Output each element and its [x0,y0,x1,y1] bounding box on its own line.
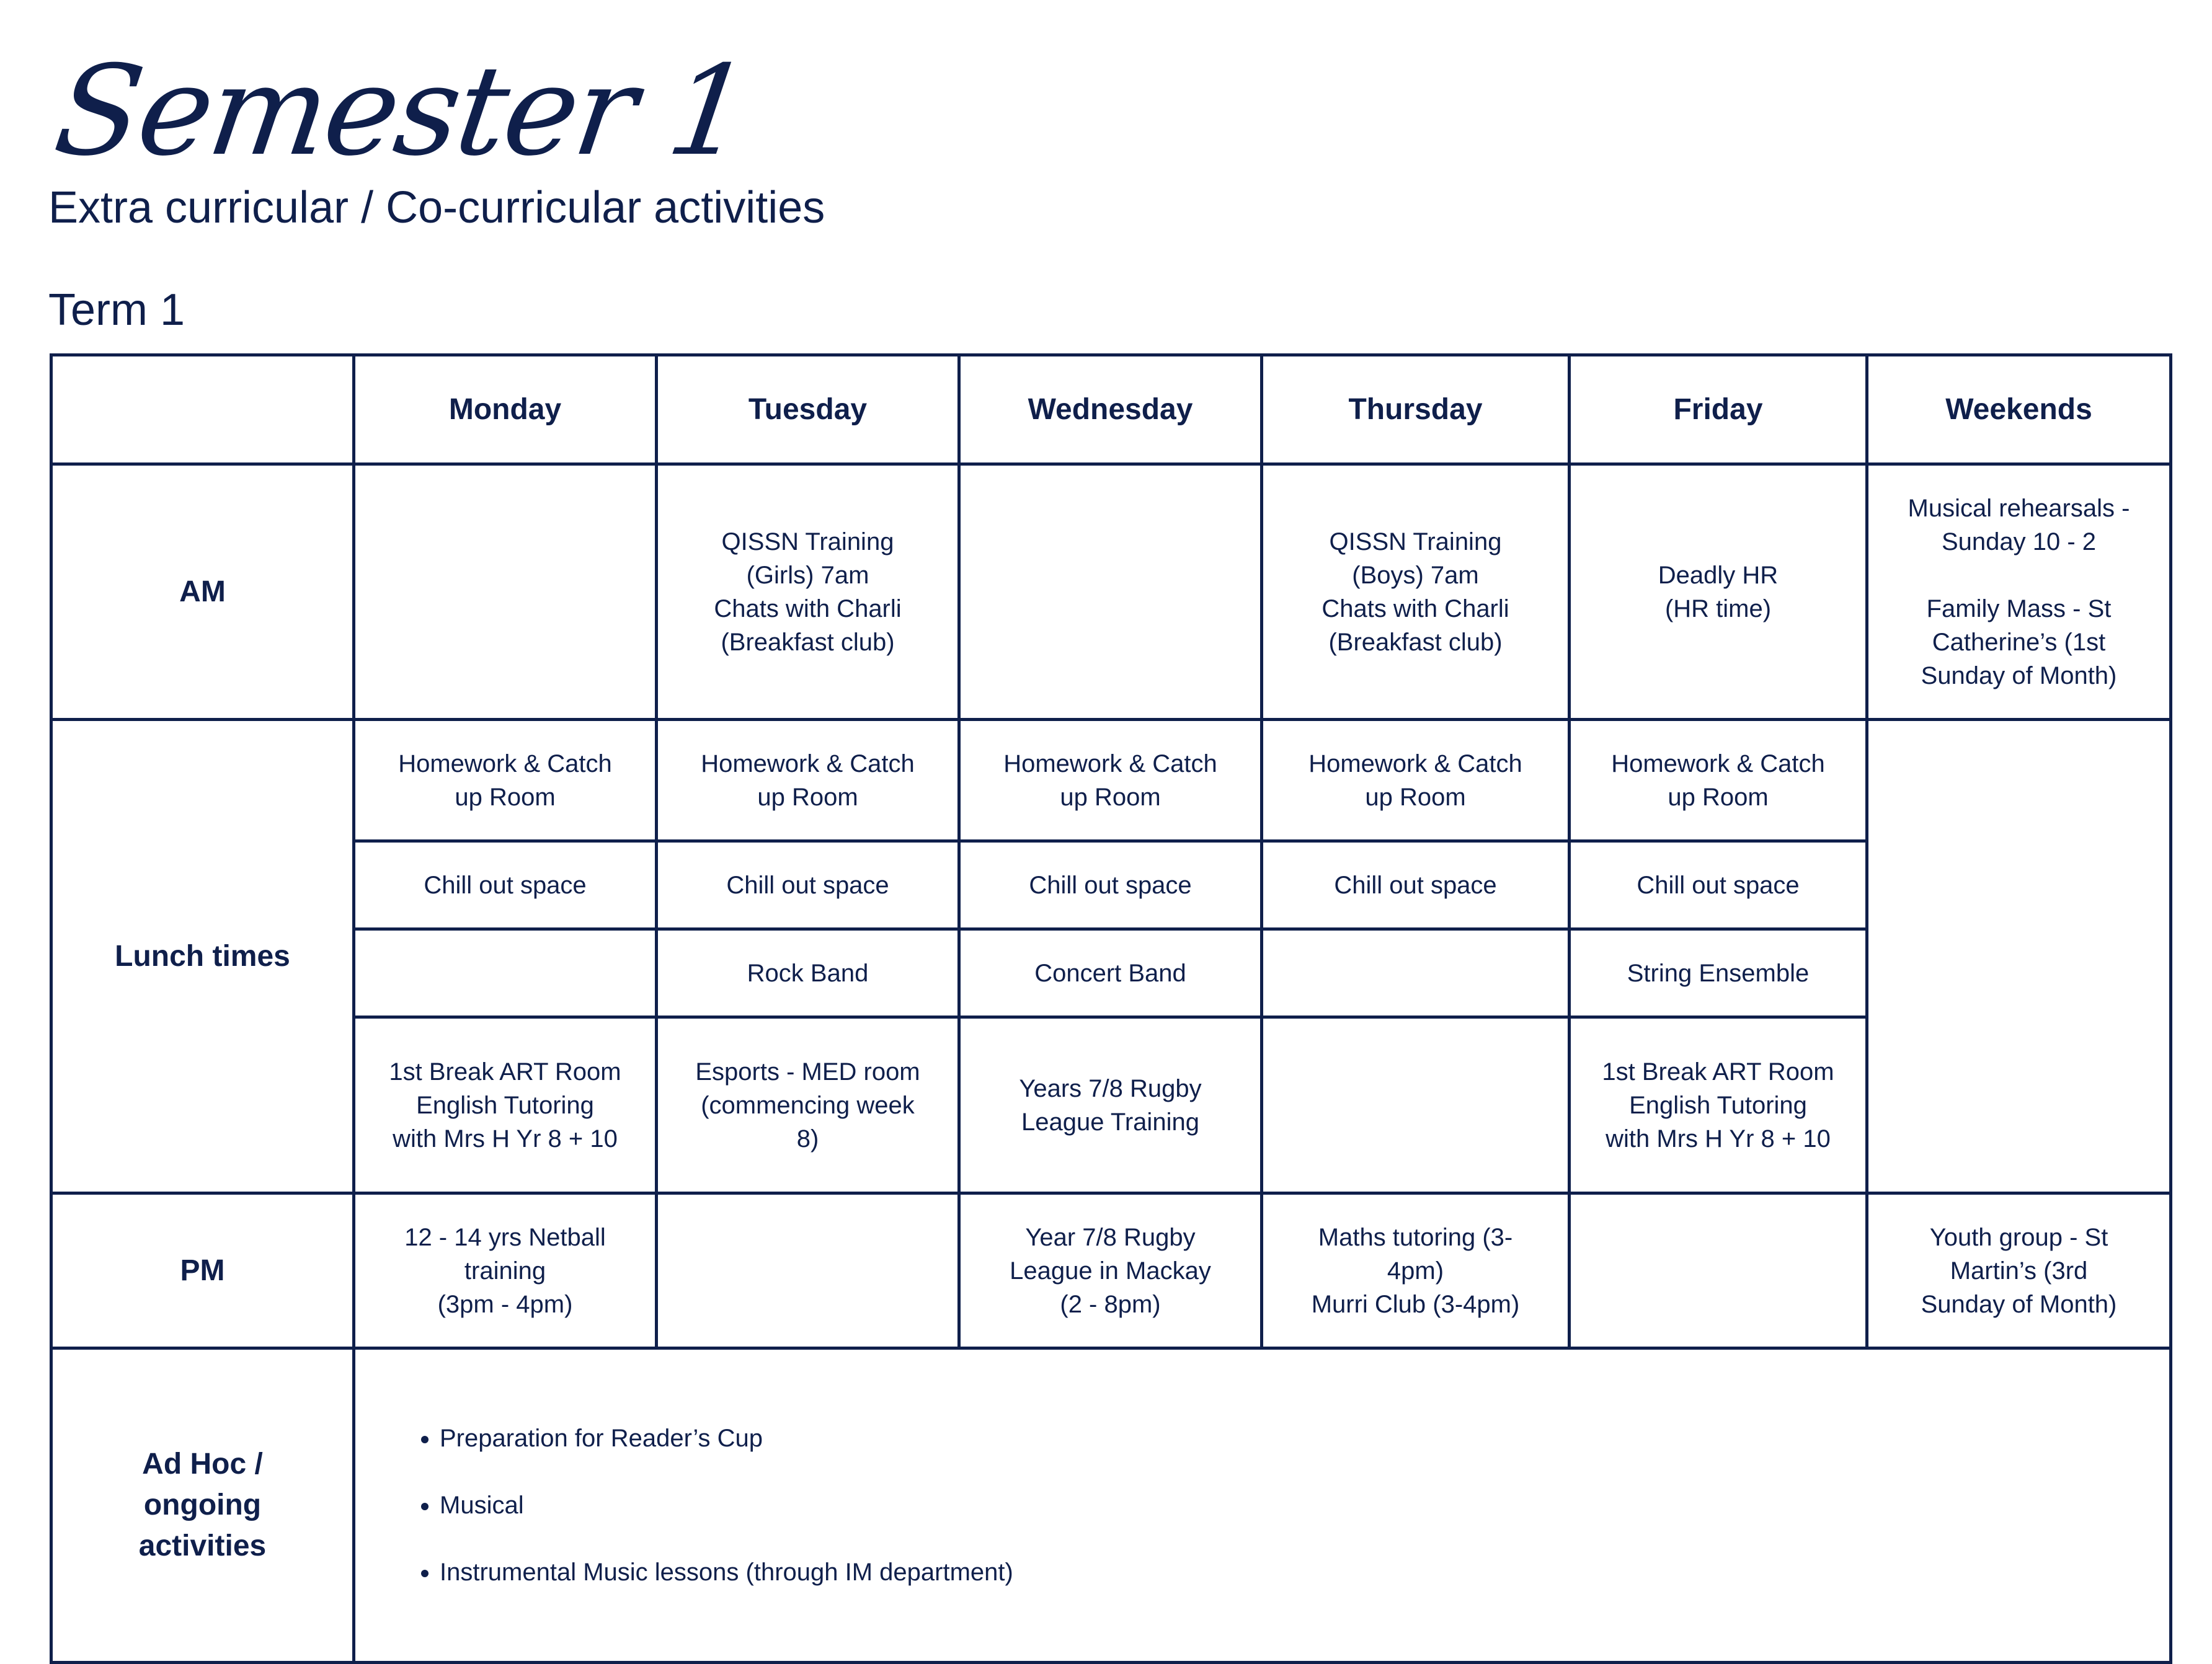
pm-thursday-cell: Maths tutoring (3- 4pm) Murri Club (3-4pm) [1262,1193,1570,1348]
column-header-thursday: Thursday [1262,355,1570,464]
corner-cell [51,355,354,464]
am-tuesday-cell: QISSN Training (Girls) 7am Chats with Charli (Breakfast club) [657,464,959,720]
lunch-chill-tuesday: Chill out space [657,841,959,929]
lunch-music-thursday [1262,929,1570,1017]
lunch-other-friday: 1st Break ART Room English Tutoring with Mrs H Yr 8 + 10 [1570,1017,1867,1193]
lunch-homework-wednesday: Homework & Catch up Room [959,720,1262,841]
page-header [47,39,825,236]
column-header-wednesday: Wednesday [959,355,1262,464]
adhoc-activities-cell [354,1348,2171,1663]
lunch-other-row [51,1017,2171,1193]
adhoc-activities-list [411,1388,2158,1622]
column-header-weekends: Weekends [1867,355,2171,464]
am-friday-cell: Deadly HR (HR time) [1570,464,1867,720]
pm-weekends-cell: Youth group - St Martin’s (3rd Sunday of Month) [1867,1193,2171,1348]
column-header-monday: Monday [354,355,657,464]
lunch-homework-monday: Homework & Catch up Room [354,720,657,841]
pm-row [51,1193,2171,1348]
lunch-homework-row [51,720,2171,841]
lunch-music-monday [354,929,657,1017]
row-header-adhoc: Ad Hoc / ongoing activities [51,1348,354,1663]
lunch-chill-friday: Chill out space [1570,841,1867,929]
list-item: • Instrumental Music lessons (through IM department) [440,1556,2158,1589]
header-row [51,355,2171,464]
lunch-other-monday: 1st Break ART Room English Tutoring with Mrs H Yr 8 + 10 [354,1017,657,1193]
am-monday-cell [354,464,657,720]
am-row [51,464,2171,720]
lunch-music-friday: String Ensemble [1570,929,1867,1017]
column-header-friday: Friday [1570,355,1867,464]
row-header-pm: PM [51,1193,354,1348]
lunch-music-tuesday: Rock Band [657,929,959,1017]
activities-table [50,353,2172,1664]
page-subtitle: Extra curricular / Co-curricular activities [48,183,825,232]
term-label: Term 1 [48,285,185,335]
column-header-tuesday: Tuesday [657,355,959,464]
list-item: • Preparation for Reader’s Cup [440,1422,2158,1455]
lunch-other-thursday [1262,1017,1570,1193]
semester-title: Semester 1 [47,39,757,184]
lunch-music-row [51,929,2171,1017]
lunch-homework-thursday: Homework & Catch up Room [1262,720,1570,841]
pm-friday-cell [1570,1193,1867,1348]
lunch-chill-wednesday: Chill out space [959,841,1262,929]
adhoc-row [51,1348,2171,1663]
lunch-homework-friday: Homework & Catch up Room [1570,720,1867,841]
am-wednesday-cell [959,464,1262,720]
lunch-chill-monday: Chill out space [354,841,657,929]
row-header-lunch: Lunch times [51,720,354,1193]
pm-tuesday-cell [657,1193,959,1348]
pm-wednesday-cell: Year 7/8 Rugby League in Mackay (2 - 8pm) [959,1193,1262,1348]
lunch-other-wednesday: Years 7/8 Rugby League Training [959,1017,1262,1193]
am-weekends-cell: Musical rehearsals - Sunday 10 - 2 Family Mass - St Catherine’s (1st Sunday of Month) [1867,464,2171,720]
lunch-chill-thursday: Chill out space [1262,841,1570,929]
lunch-other-tuesday: Esports - MED room (commencing week 8) [657,1017,959,1193]
list-item: • Musical [440,1489,2158,1522]
am-thursday-cell: QISSN Training (Boys) 7am Chats with Charli (Breakfast club) [1262,464,1570,720]
lunch-homework-tuesday: Homework & Catch up Room [657,720,959,841]
lunch-chill-row [51,841,2171,929]
lunch-weekends-cell [1867,720,2171,1193]
lunch-music-wednesday: Concert Band [959,929,1262,1017]
row-header-am: AM [51,464,354,720]
pm-monday-cell: 12 - 14 yrs Netball training (3pm - 4pm) [354,1193,657,1348]
